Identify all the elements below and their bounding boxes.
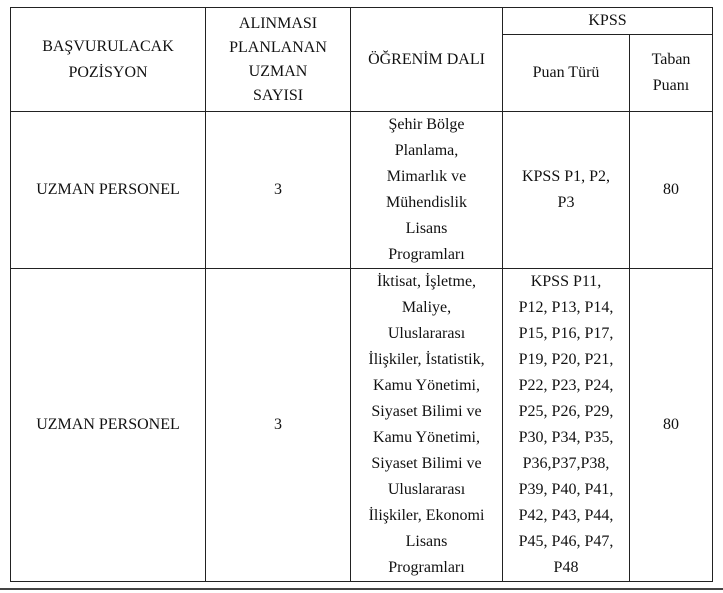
header-count-line: SAYISI <box>252 86 304 104</box>
table-row <box>11 112 713 269</box>
header-count-line: UZMAN <box>248 62 308 80</box>
row-base-score: 80 <box>630 112 713 269</box>
score-type-line: KPSS P11, <box>530 273 602 290</box>
header-position-line: BAŞVURULACAK <box>42 37 174 55</box>
score-type-line: P39, P40, P41, <box>518 481 614 498</box>
score-type-line: P25, P26, P29, <box>518 403 614 420</box>
score-type-line: P3 <box>557 194 575 211</box>
kpss-position-table <box>10 7 713 582</box>
header-position <box>11 8 206 112</box>
field-line: Lisans <box>405 220 448 237</box>
field-line: İktisat, İşletme, <box>376 273 477 290</box>
score-type-line: P48 <box>553 559 579 576</box>
score-type-line: P30, P34, P35, <box>518 429 614 446</box>
score-type-line: P19, P20, P21, <box>518 351 614 368</box>
score-type-line: P22, P23, P24, <box>518 377 614 394</box>
field-line: İlişkiler, İstatistik, <box>368 351 485 368</box>
field-line: Uluslararası <box>387 325 466 342</box>
header-position-line: POZİSYON <box>68 63 148 81</box>
header-count-line: PLANLANAN <box>229 38 327 56</box>
field-line: Şehir Bölge <box>388 116 465 133</box>
header-row-top <box>11 8 713 35</box>
field-line: Lisans <box>405 533 448 550</box>
row-base-score: 80 <box>630 269 713 582</box>
page-bottom-rule <box>0 588 723 590</box>
field-line: Siyaset Bilimi ve <box>371 455 482 472</box>
field-line: Planlama, <box>394 142 459 159</box>
row-field <box>351 112 503 269</box>
row-score-type <box>503 269 630 582</box>
header-count <box>206 8 351 112</box>
row-position: UZMAN PERSONEL <box>11 112 206 269</box>
header-count-line: ALINMASI <box>238 14 318 32</box>
header-base-score-line: Puanı <box>652 77 690 94</box>
field-line: Kamu Yönetimi, <box>373 377 480 394</box>
header-kpss: KPSS <box>503 8 713 35</box>
field-line: Uluslararası <box>387 481 466 498</box>
score-type-line: P12, P13, P14, <box>518 299 614 316</box>
field-line: Mühendislik <box>386 194 467 211</box>
row-count: 3 <box>206 112 351 269</box>
field-line: Siyaset Bilimi ve <box>371 403 482 420</box>
score-type-line: KPSS P1, P2, <box>521 168 611 185</box>
field-line: Maliye, <box>401 299 452 316</box>
field-line: Mimarlık ve <box>386 168 467 185</box>
table-row <box>11 269 713 582</box>
row-position: UZMAN PERSONEL <box>11 269 206 582</box>
row-field <box>351 269 503 582</box>
field-line: Kamu Yönetimi, <box>373 429 480 446</box>
row-score-type <box>503 112 630 269</box>
score-type-line: P36,P37,P38, <box>522 455 610 472</box>
field-line: Programları <box>388 559 465 576</box>
header-field: ÖĞRENİM DALI <box>351 8 503 112</box>
score-type-line: P45, P46, P47, <box>518 533 614 550</box>
header-base-score-line: Taban <box>651 51 691 68</box>
score-type-line: P15, P16, P17, <box>518 325 614 342</box>
header-score-type: Puan Türü <box>503 35 630 112</box>
score-type-line: P42, P43, P44, <box>518 507 614 524</box>
row-count: 3 <box>206 269 351 582</box>
header-base-score <box>630 35 713 112</box>
field-line: Programları <box>388 246 465 263</box>
field-line: İlişkiler, Ekonomi <box>368 507 485 524</box>
